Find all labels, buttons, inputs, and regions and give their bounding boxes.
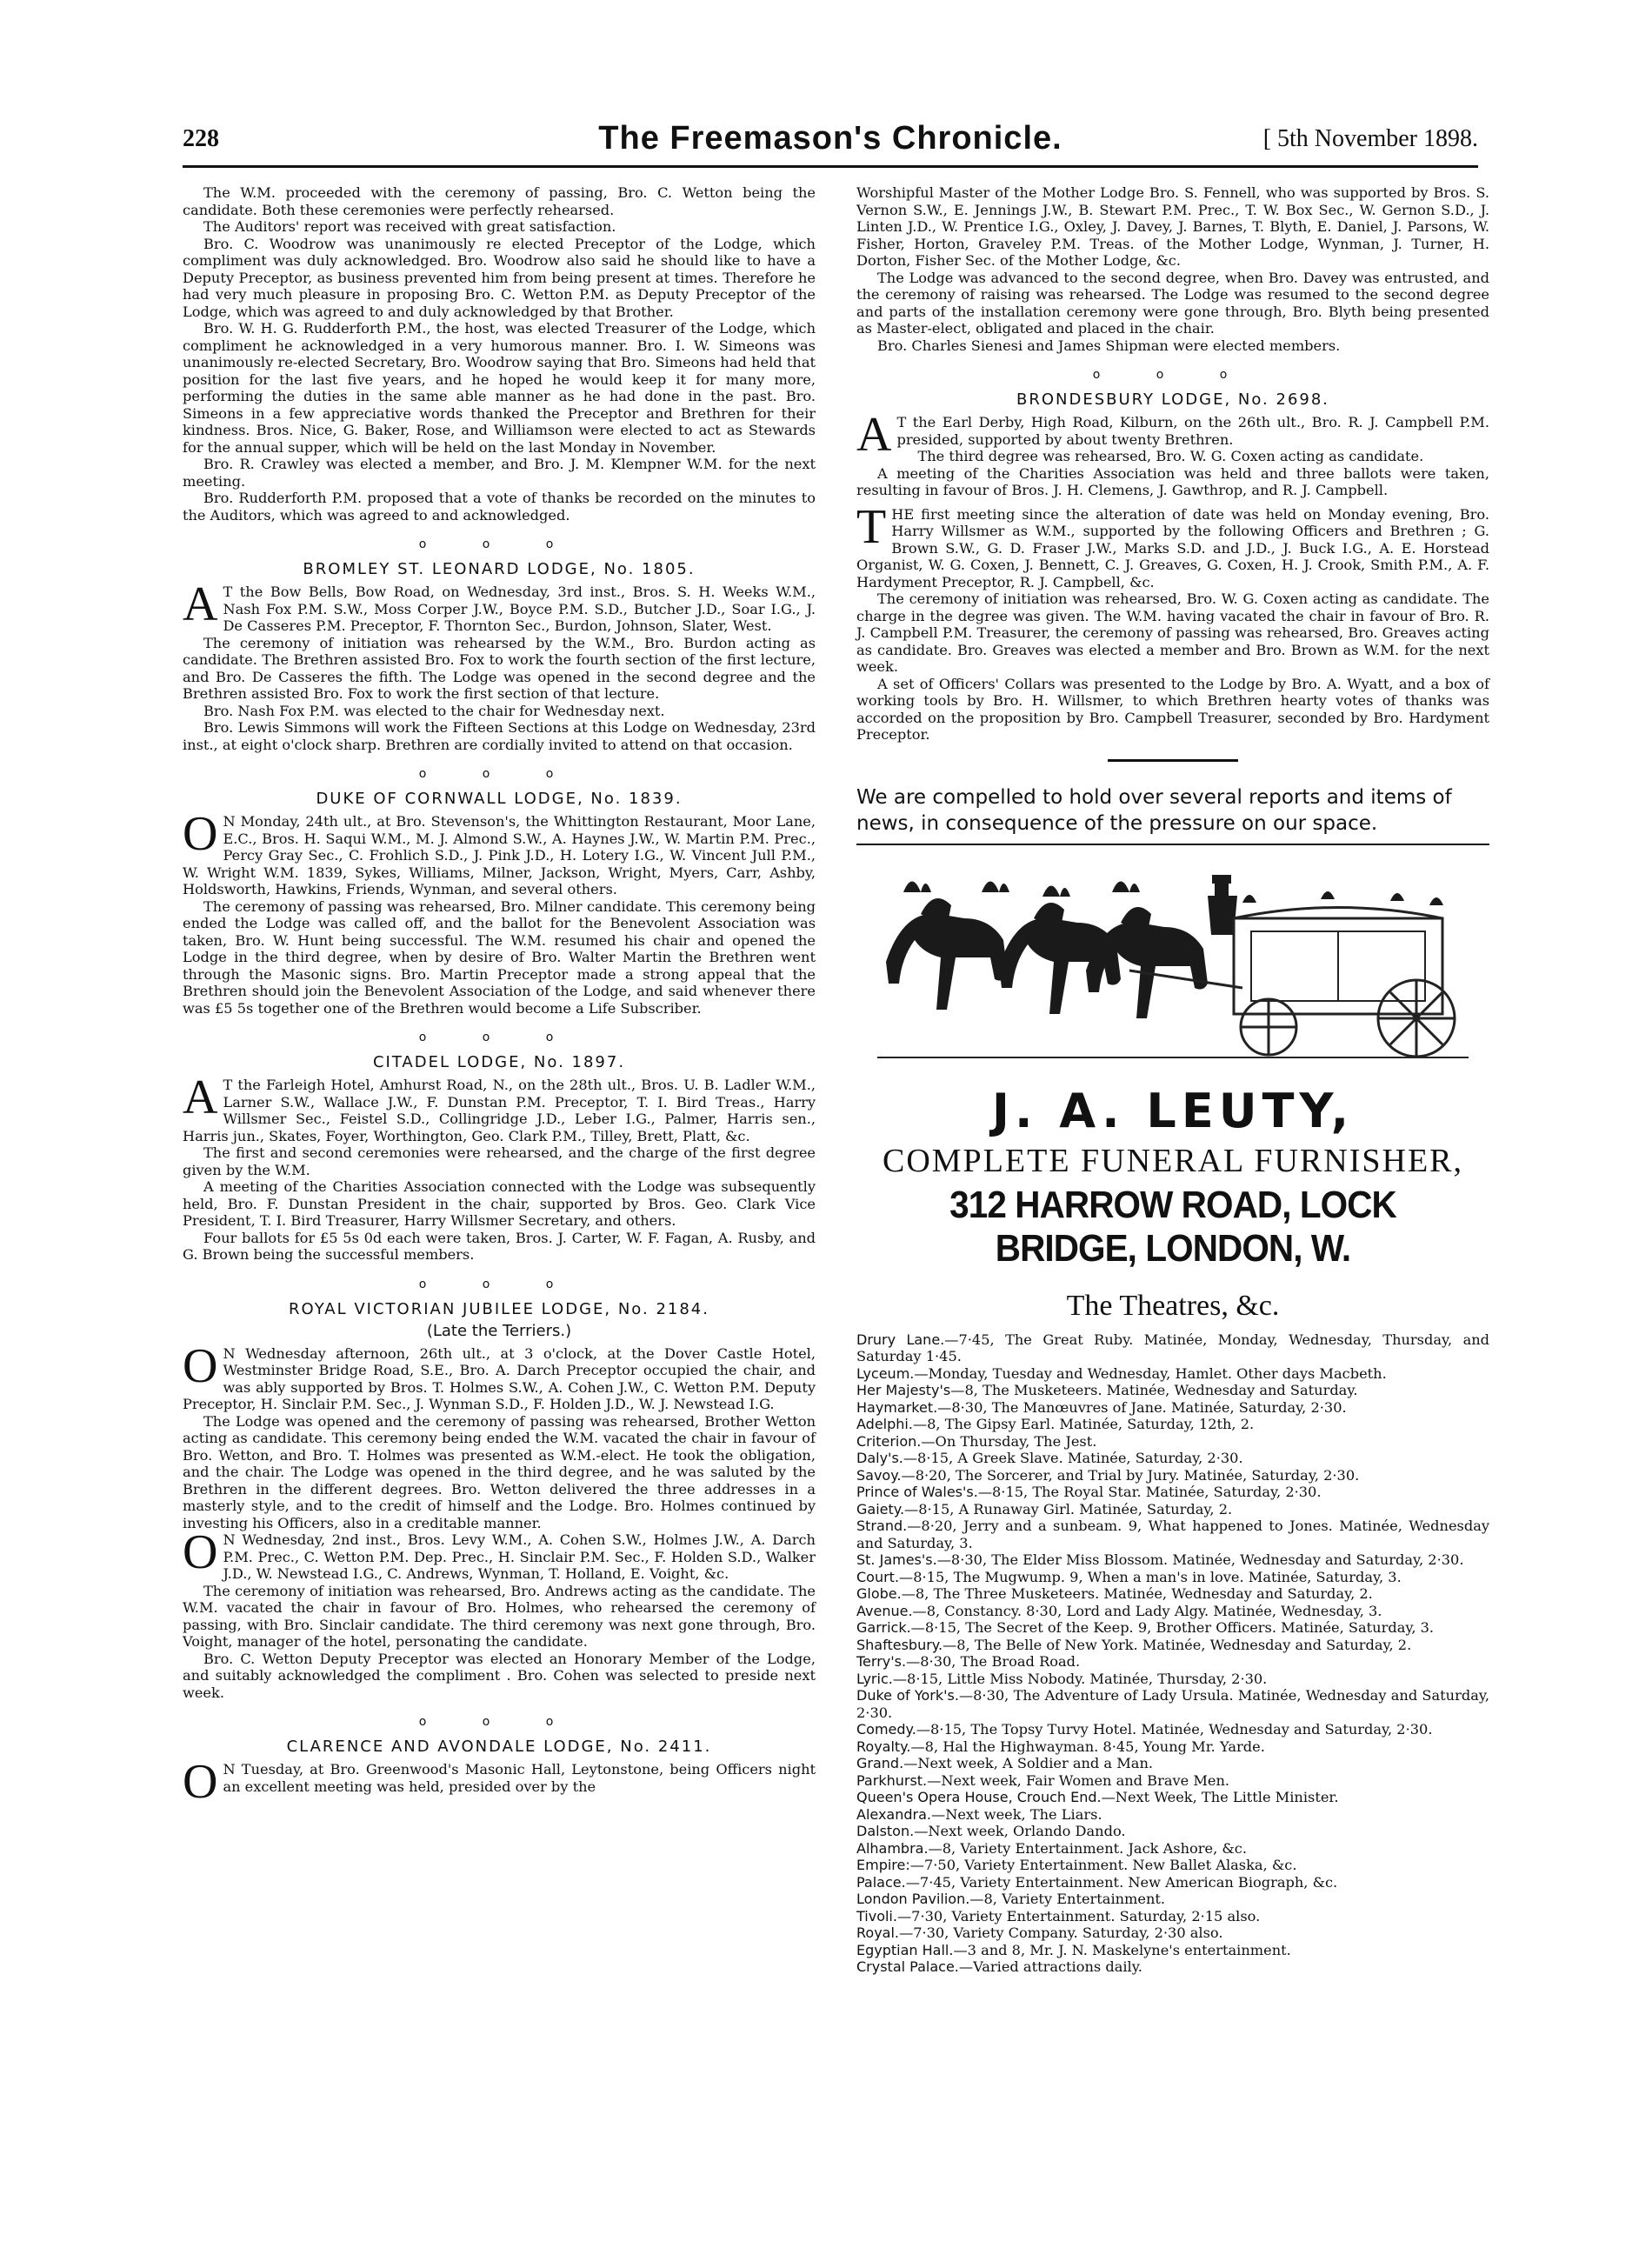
theatre-listing: Criterion.—On Thursday, The Jest. [856,1432,1097,1450]
section-separator: o o o [418,767,580,781]
section-separator: o o o [418,1031,580,1044]
drop-cap: O [183,1338,218,1393]
right-column [856,184,1489,1976]
drop-cap: O [183,1525,218,1579]
section-heading-victorian: ROYAL VICTORIAN JUBILEE LODGE, No. 2184. [289,1299,709,1318]
theatre-listing: Prince of Wales's.—8·15, The Royal Star. Matinée, Saturday, 2·30. [856,1484,1322,1500]
section-paragraph: THE first meeting since the alteration of date was held on Monday evening, Bro. Harry Willsmer as W.M., supported by the following Officers and Brethren ; G. Brown S.W., G. D. Fraser J.W., Marks S.D. and J.D., J. Buck I.G., A. E. Horstead Organist, W. G. Coxen, J. Bennett, C. J. Greaves, G. Coxen, H. J. Crook, Smith P.M., A. F. Hardyment Preceptor, R. J. Campbell, &c. [856,499,1489,590]
theatre-listing: Drury Lane.—7·45, The Great Ruby. Matinée, Monday, Wednesday, Thursday, and Saturday 1·45. [856,1331,1490,1364]
section-paragraph: A T the Bow Bells, Bow Road, on Wednesday, 3rd inst., Bros. S. H. Weeks W.M., Nash Fox P.M. S.W., Moss Corper J.W., Boyce P.M. S.D., Butcher J.D., Soar I.G., J. De Casseres P.M. Preceptor, F. Thornton Sec., Burdon, Johnson, Slater, West. [183,577,816,634]
advertiser-address: 312 HARROW ROAD, LOCK BRIDGE, LONDON, W. [949,1183,1396,1270]
drop-cap: A [183,577,218,631]
section-paragraph: O N Monday, 24th ult., at Bro. Stevenson's, the Whittington Restaurant, Moor Lane, E.C., Bros. H. Saqui W.M., M. J. Almond S.W., A. Haynes J.W., W. Martin P.M. Prec., Percy Gray Sec., C. Frohlich S.D., J. Pink J.D., H. Lotery I.G., W. Vincent Jull P.M., W. Wright W.M. 1839, Sykes, Williams, Milner, Jackson, Wright, Myers, Carr, Ashby, Holdsworth, Hawkins, Friends, Wynman, and several others. [183,807,816,897]
theatre-listing: Gaiety.—8·15, A Runaway Girl. Matinée, Saturday, 2. [856,1500,1233,1518]
section-heading-clarence: CLARENCE AND AVONDALE LODGE, No. 2411. [286,1738,712,1756]
section-separator: o o o [1092,368,1254,382]
theatre-listing: Grand.—Next week, A Soldier and a Man. [856,1755,1154,1771]
intro-paragraph: Bro. Rudderforth P.M. proposed that a vote of thanks be recorded on the minutes to the Auditors, which was agreed to and acknowledged. [183,490,816,524]
theatre-listing: Adelphi.—8, The Gipsy Earl. Matinée, Saturday, 12th, 2. [856,1416,1255,1432]
continued-paragraph: Worshipful Master of the Mother Lodge Bro. S. Fennell, who was supported by Bros. S. Vernon S.W., E. Jennings J.W., B. Stewart P.M. Prec., T. W. Box Sec., W. Gernon S.D., J. Linten J.D., W. Prentice I.G., Oxley, J. Davey, J. Barnes, T. Blyth, E. Daniel, J. Parsons, W. Fisher, Horton, Graveley P.M. Treas. of the Mother Lodge, Wynman, J. Turner, H. Dorton, Fisher Sec. of the Mother Lodge, &c. [856,184,1489,269]
intro-paragraph: Bro. W. H. G. Rudderforth P.M., the host, was elected Treasurer of the Lodge, which compliment he acknowledged in a very humorous manner. Bro. I. W. Simeons was unanimously re-elected Secretary, Bro. Woodrow saying that Bro. Simeons had held that position for the last five years, and he hoped he would keep it for many more, performing the duties in the same able manner as he had done in the past. Bro. Simeons in a few appreciative words thanked the Preceptor and Brethren for their kindness. Bros. Nice, G. Baker, Rose, and Williamson were elected to act as Stewards for the annual supper, which will be held on the last Monday in November. [183,320,816,456]
section-paragraph: O N Wednesday, 2nd inst., Bros. Levy W.M., A. Cohen S.W., Holmes J.W., A. Darch P.M. Prec., C. Wetton P.M. Dep. Prec., H. Sinclair P.M. Sec., F. Holden S.D., Walker J.D., W. Newstead I.G., C. Andrews, Wynman, T. Holland, E. Voight, &c. [183,1525,816,1582]
drop-cap: T [856,499,887,554]
theatre-listing: Egyptian Hall.—3 and 8, Mr. J. N. Maskelyne's entertainment. [856,1941,1291,1958]
horse-drawn-hearse-icon [869,857,1477,1075]
page-number: 228 [183,125,219,152]
theatre-listing: Strand.—8·20, Jerry and a sunbeam. 9, What happened to Jones. Matinée, Wednesday and Saturday, 3. [856,1518,1489,1551]
page-title: The Freemason's Chronicle. [598,120,1062,157]
theatre-listing: Empire:—7·50, Variety Entertainment. New Ballet Alaska, &c. [856,1857,1297,1873]
masthead-rule [183,165,1478,168]
drop-cap: A [183,1071,218,1124]
theatre-listing: Lyric.—8·15, Little Miss Nobody. Matinée, Thursday, 2·30. [856,1670,1268,1687]
section-paragraph: A T the Earl Derby, High Road, Kilburn, on the 26th ult., Bro. R. J. Campbell P.M. presided, supported by about twenty Brethren. [856,408,1489,462]
theatre-listing: Royal.—7·30, Variety Company. Saturday, 2·30 also. [856,1924,1223,1941]
theatre-listing: Globe.—8, The Three Musketeers. Matinée, Wednesday and Saturday, 2. [856,1585,1373,1602]
section-paragraph: A set of Officers' Collars was presented to the Lodge by Bro. A. Wyatt, and a box of working tools by Bro. H. Willsmer, to which Brethren hearty votes of thanks was accorded on the proposition by Bro. Campbell Treasurer, seconded by Bro. Hardyment Preceptor. [856,675,1489,743]
theatre-listing: Crystal Palace.—Varied attractions daily. [856,1958,1142,1975]
intro-paragraph: The W.M. proceeded with the ceremony of passing, Bro. C. Wetton being the candidate. Both these ceremonies were perfectly rehearsed. [183,184,816,218]
section-paragraph: A meeting of the Charities Association was held and three ballots were taken, resulting in favour of Bros. J. H. Clemens, J. Gawthrop, and R. J. Campbell. [856,464,1489,498]
section-subheading: (Late the Terriers.) [426,1321,572,1340]
advertiser-name: J. A. LEUTY, [991,1083,1355,1138]
section-paragraph: The ceremony of initiation was rehearsed, Bro. Andrews acting as the candidate. The W.M. vacated the chair in favour of Bro. Holmes, who rehearsed the ceremony of passing, with Bro. Sinclair candidate. The third ceremony was next gone through, Bro. Voight, manager of the hotel, personating the candidate. [183,1582,816,1650]
theatre-listing: Daly's.—8·15, A Greek Slave. Matinée, Saturday, 2·30. [856,1450,1243,1466]
section-paragraph: The first and second ceremonies were rehearsed, and the charge of the first degree given by the W.M. [183,1144,816,1178]
theatre-listing: Parkhurst.—Next week, Fair Women and Brave Men. [856,1771,1230,1789]
theatre-listing: Haymarket.—8·30, The Manœuvres of Jane. Matinée, Saturday, 2·30. [856,1398,1347,1416]
theatre-listing: Court.—8·15, The Mugwump. 9, When a man's in love. Matinée, Saturday, 3. [856,1568,1402,1585]
theatre-listing: Alhambra.—8, Variety Entertainment. Jack Ashore, &c. [856,1839,1248,1857]
continued-paragraph: Bro. Charles Sienesi and James Shipman were elected members. [877,337,1341,354]
issue-date: [ 5th November 1898. [1262,125,1478,152]
funeral-advertisement [856,857,1489,1271]
theatre-listing: Savoy.—8·20, The Sorcerer, and Trial by Jury. Matinée, Saturday, 2·30. [856,1466,1360,1484]
masthead [183,120,1478,163]
section-separator: o o o [418,1277,580,1291]
intro-paragraph: Bro. C. Woodrow was unanimously re elected Preceptor of the Lodge, which compliment was duly acknowledged. Bro. Woodrow also said he should like to have a Deputy Preceptor, as business prevented him from being present at times. Therefore he had very much pleasure in proposing Bro. C. Wetton P.M. as Deputy Preceptor of the Lodge, which was agreed to and duly acknowledged by that Brother. [183,235,816,320]
section-heading-brondesbury: BRONDESBURY LODGE, No. 2698. [1016,390,1330,409]
section-paragraph: The ceremony of initiation was rehearsed, Bro. W. G. Coxen acting as candidate. The charge in the degree was given. The W.M. having vacated the chair in favour of Bro. R. J. Campbell P.M. Treasurer, the ceremony of passing was rehearsed, Bro. Greaves acting as candidate. Bro. Greaves was elected a member and Bro. Brown as W.M. for the next week. [856,590,1489,675]
theatre-listing: Avenue.—8, Constancy. 8·30, Lord and Lady Algy. Matinée, Wednesday, 3. [856,1602,1382,1619]
section-paragraph: A T the Farleigh Hotel, Amhurst Road, N., on the 28th ult., Bros. U. B. Ladler W.M., Larner S.W., Wallace J.W., F. Dunstan P.M. Preceptor, T. I. Bird Treas., Harry Willsmer Sec., Feistel S.D., Collingridge J.D., Leber I.G., Palmer, Harris sen., Harris jun., Skates, Foyer, Worthington, Geo. Clark P.M., Tilley, Brett, Platt, &c. [183,1071,816,1144]
drop-cap: O [183,1755,218,1809]
theatres-list [856,1331,1489,1976]
theatre-listing: Garrick.—8·15, The Secret of the Keep. 9, Brother Officers. Matinée, Saturday, 3. [856,1619,1435,1636]
divider-rule [1108,759,1238,762]
section-separator: o o o [418,1715,580,1729]
advertiser-trade: COMPLETE FUNERAL FURNISHER, [882,1142,1464,1179]
theatres-heading: The Theatres, &c. [1066,1289,1280,1322]
theatre-listing: Comedy.—8·15, The Topsy Turvy Hotel. Matinée, Wednesday and Saturday, 2·30. [856,1721,1433,1738]
theatre-listing: St. James's.—8·30, The Elder Miss Blossom. Matinée, Wednesday and Saturday, 2·30. [856,1551,1464,1568]
intro-paragraph: Bro. R. Crawley was elected a member, and Bro. J. M. Klempner W.M. for the next meeting. [183,456,816,490]
notice-rule [856,844,1489,845]
intro-paragraph: The Auditors' report was received with great satisfaction. [203,218,616,235]
section-paragraph: The Lodge was opened and the ceremony of passing was rehearsed, Brother Wetton acting as candidate. This ceremony being ended the W.M. vacated the chair in favour of Bro. Wetton, and Bro. T. Holmes was presented as W.M.-elect. He took the obligation, and the chair. The Lodge was opened in the third degree, and he was saluted by the Brethren in the different degrees. Bro. Wetton delivered the three addresses in a masterly style, and to the credit of himself and the Lodge. Bro. Holmes continued by investing his Officers, also in a creditable manner. [183,1412,816,1531]
theatre-listing: Alexandra.—Next week, The Liars. [856,1805,1102,1823]
theatre-listing: Her Majesty's—8, The Musketeers. Matinée, Wednesday and Saturday. [856,1382,1358,1398]
theatre-listing: Queen's Opera House, Crouch End.—Next Week, The Little Minister. [856,1789,1339,1805]
section-paragraph: O N Wednesday afternoon, 26th ult., at 3 o'clock, at the Dover Castle Hotel, Westminster Bridge Road, S.E., Bro. A. Darch Preceptor occupied the chair, and was ably supported by Bros. T. Holmes S.W., A. Cohen J.W., C. Wetton P.M. Deputy Preceptor, H. Sinclair P.M. Sec., J. Wynman S.D., F. Holden J.D., W. J. Newstead I.G. [183,1338,816,1412]
theatre-listing: London Pavilion.—8, Variety Entertainment. [856,1891,1166,1907]
continued-paragraph: The Lodge was advanced to the second degree, when Bro. Davey was entrusted, and the ceremony of raising was rehearsed. The Lodge was resumed to the second degree and parts of the installation ceremony were gone through, Bro. Blyth being presented as Master-elect, obligated and placed in the chair. [856,269,1489,337]
section-paragraph: The third degree was rehearsed, Bro. W. G. Coxen acting as candidate. [917,448,1424,464]
section-heading-cornwall: DUKE OF CORNWALL LODGE, No. 1839. [316,790,683,808]
theatre-listing: Tivoli.—7·30, Variety Entertainment. Saturday, 2·15 also. [856,1907,1261,1924]
section-paragraph: O N Tuesday, at Bro. Greenwood's Masonic Hall, Leytonstone, being Officers night an excellent meeting was held, presided over by the [183,1755,816,1809]
section-paragraph: A meeting of the Charities Association connected with the Lodge was subsequently held, Bro. F. Dunstan President in the chair, supported by Bros. Geo. Clark Vice President, T. I. Bird Treasurer, Harry Willsmer Secretary, and others. [183,1178,816,1229]
section-paragraph: Bro. Lewis Simmons will work the Fifteen Sections at this Lodge on Wednesday, 23rd inst., at eight o'clock sharp. Brethren are cordially invited to attend on that occasion. [183,719,816,753]
drop-cap: A [856,408,892,462]
section-paragraph: The ceremony of passing was rehearsed, Bro. Milner candidate. This ceremony being ended the Lodge was called off, and the ballot for the Benevolent Association was taken, Bro. W. Hunt being successful. The W.M. resumed his chair and opened the Lodge in the third degree, when by desire of Bro. Walter Martin the Brethren went through the Masonic signs. Bro. Martin Preceptor made a strong appeal that the Brethren should join the Benevolent Association of the Lodge, and said whenever there was £5 5s together one of the Brethren would become a Life Subscriber. [183,897,816,1017]
theatre-listing: Royalty.—8, Hal the Highwayman. 8·45, Young Mr. Yarde. [856,1738,1265,1755]
section-paragraph: Four ballots for £5 5s 0d each were taken, Bros. J. Carter, W. F. Fagan, A. Rusby, and G. Brown being the successful members. [183,1229,816,1263]
theatre-listing: Dalston.—Next week, Orlando Dando. [856,1823,1126,1839]
theatre-listing: Palace.—7·45, Variety Entertainment. New American Biograph, &c. [856,1873,1338,1891]
drop-cap: O [183,807,218,861]
left-column [183,184,816,1809]
theatre-listing: Terry's.—8·30, The Broad Road. [856,1653,1081,1670]
theatre-listing: Lyceum.—Monday, Tuesday and Wednesday, Hamlet. Other days Macbeth. [856,1364,1387,1382]
section-heading-citadel: CITADEL LODGE, No. 1897. [372,1053,626,1071]
section-separator: o o o [418,537,580,551]
theatre-listing: Shaftesbury.—8, The Belle of New York. Matinée, Wednesday and Saturday, 2. [856,1636,1412,1653]
space-notice: We are compelled to hold over several reports and items of news, in consequence of the pressure on our space. [856,785,1452,835]
section-paragraph: The ceremony of initiation was rehearsed by the W.M., Bro. Burdon acting as candidate. The Brethren assisted Bro. Fox to work the fourth section of the first lecture, and Bro. De Casseres the fifth. The Lodge was opened in the second degree and the Brethren assisted Bro. Fox to work the first section of that lecture. [183,634,816,702]
section-paragraph: Bro. C. Wetton Deputy Preceptor was elected an Honorary Member of the Lodge, and suitably acknowledged the compliment . Bro. Cohen was selected to preside next week. [183,1650,816,1701]
section-paragraph: Bro. Nash Fox P.M. was elected to the chair for Wednesday next. [203,702,665,719]
section-heading-bromley: BROMLEY ST. LEONARD LODGE, No. 1805. [303,560,696,578]
theatre-listing: Duke of York's.—8·30, The Adventure of Lady Ursula. Matinée, Wednesday and Saturday, 2·30. [856,1687,1489,1721]
